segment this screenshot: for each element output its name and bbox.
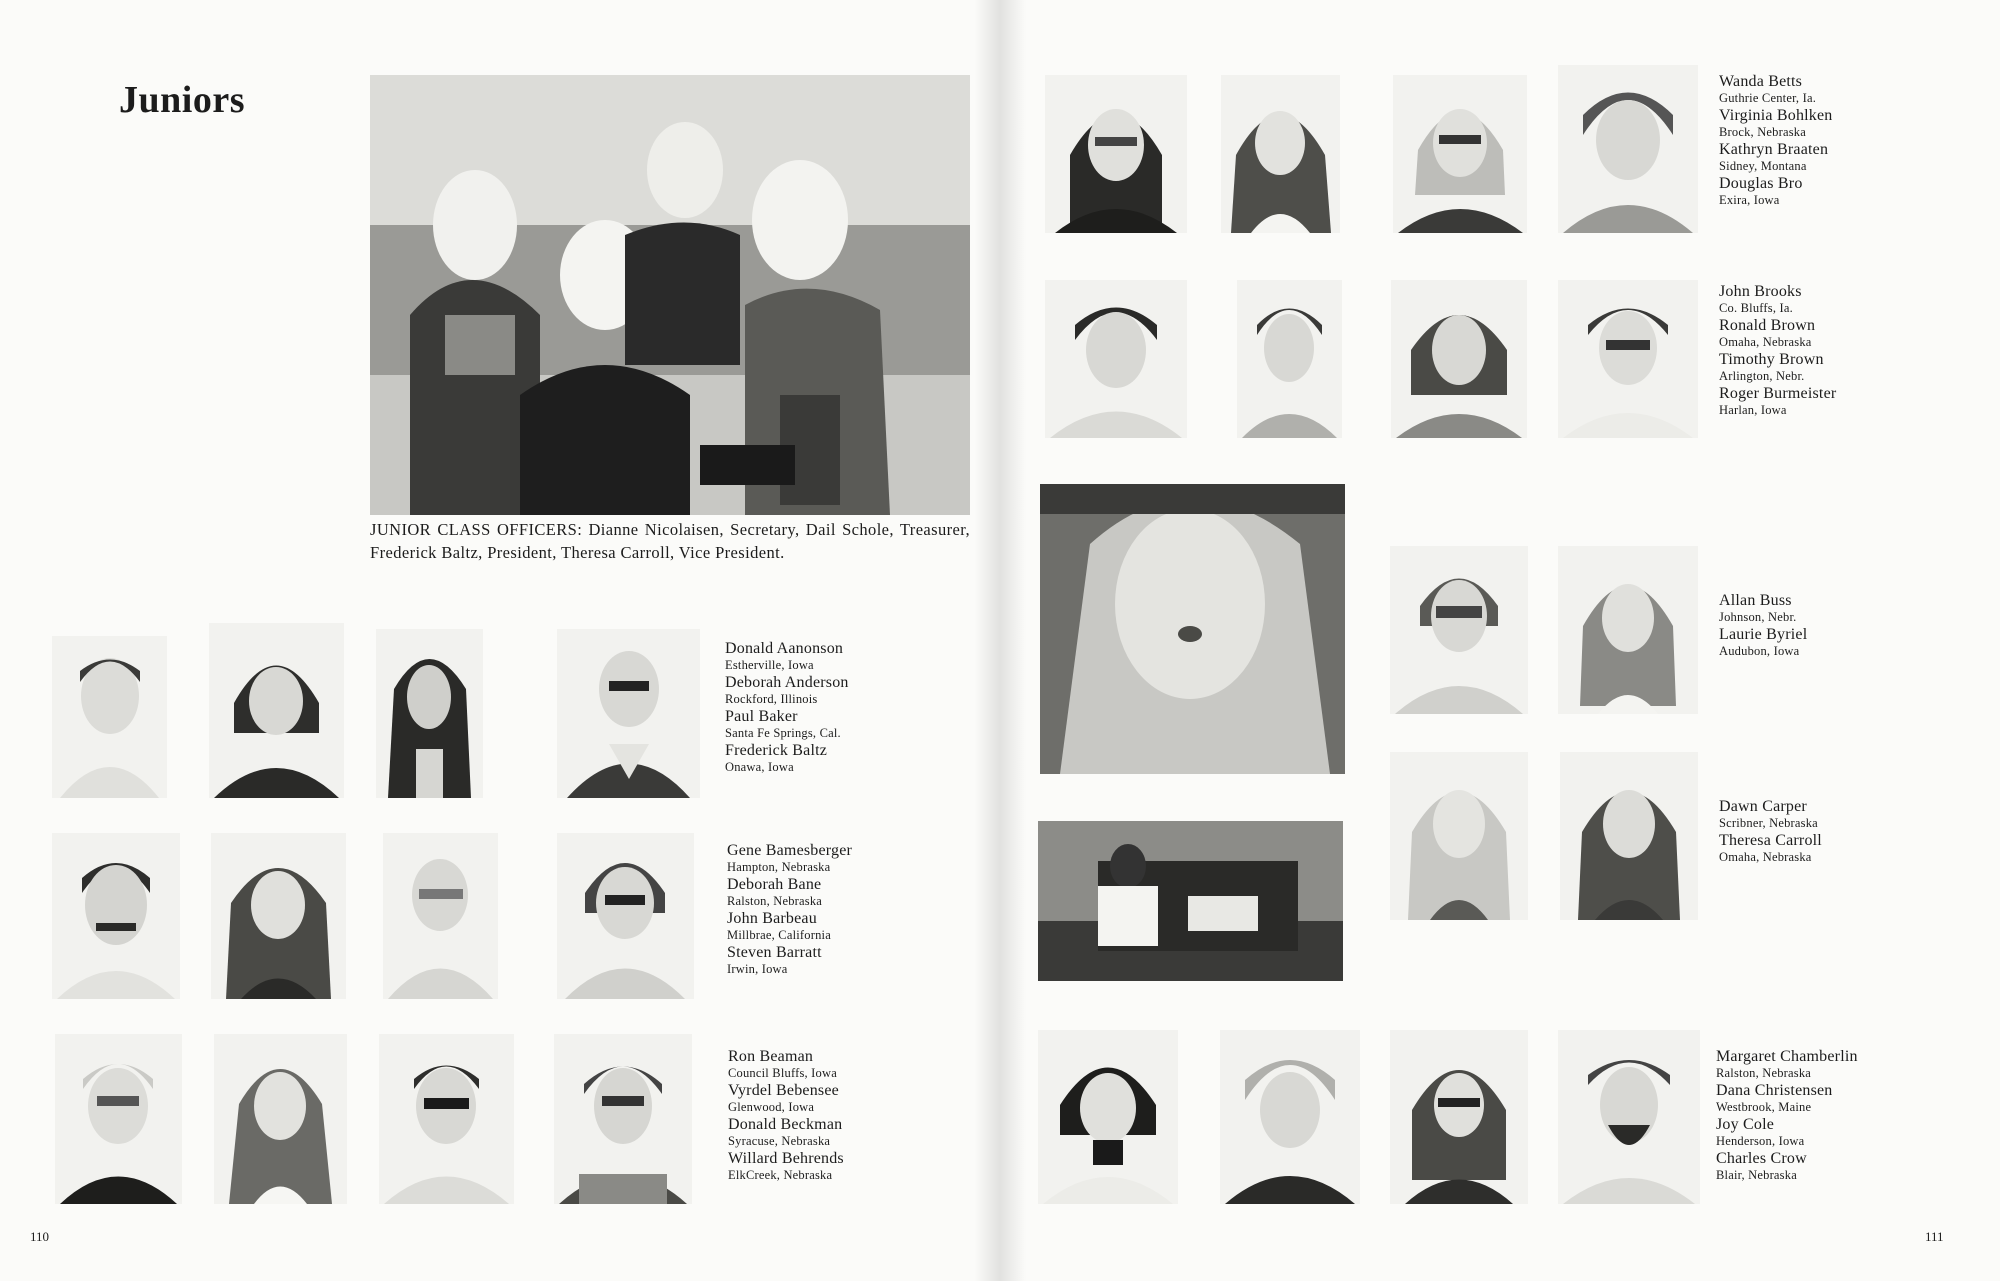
student-hometown: ElkCreek, Nebraska [728,1168,833,1182]
student-hometown: Irwin, Iowa [727,962,788,976]
portrait-photo [1220,1030,1360,1204]
portrait-photo [1237,280,1342,438]
student-hometown: Westbrook, Maine [1716,1100,1812,1114]
student-name: John Brooks [1719,283,1802,300]
portrait-photo [1390,752,1528,920]
student-hometown: Council Bluffs, Iowa [728,1066,837,1080]
student-hometown: Ralston, Nebraska [1716,1066,1812,1080]
portrait-photo [1558,65,1698,233]
student-hometown: Audubon, Iowa [1719,644,1800,658]
portrait-photo [557,833,694,999]
student-hometown: Harlan, Iowa [1719,403,1787,417]
student-name: Wanda Betts [1719,73,1803,90]
names-block [728,1048,844,1184]
names-block [1719,592,1807,660]
student-hometown: Estherville, Iowa [725,658,814,672]
student-hometown: Blair, Nebraska [1716,1168,1797,1182]
student-hometown: Omaha, Nebraska [1719,850,1812,864]
class-officers-caption: JUNIOR CLASS OFFICERS: Dianne Nicolaisen, Secretary, Dail Schole, Treasurer, Frederick Baltz, President, Theresa Carroll, Vice President. [370,520,970,562]
student-name: Ron Beaman [728,1048,814,1065]
student-name: John Barbeau [727,910,817,927]
student-name: Joy Cole [1716,1116,1775,1133]
names-block [1719,73,1833,209]
portrait-photo [55,1034,182,1204]
student-hometown: Arlington, Nebr. [1719,369,1805,383]
student-hometown: Brock, Nebraska [1719,125,1806,139]
student-name: Douglas Bro [1719,175,1803,192]
student-hometown: Onawa, Iowa [725,760,794,774]
names-block [1719,798,1822,866]
portrait-photo [376,629,483,798]
class-officers-photo [370,75,970,515]
student-name: Vyrdel Bebensee [728,1082,839,1099]
student-hometown: Scribner, Nebraska [1719,816,1818,830]
student-name: Roger Burmeister [1719,385,1837,402]
portrait-photo [1558,280,1698,438]
student-name: Deborah Anderson [725,674,849,691]
student-name: Steven Barratt [727,944,822,961]
portrait-photo [1221,75,1340,233]
candid-photo [1038,821,1343,981]
portrait-photo [209,623,344,798]
portrait-photo [1558,1030,1700,1204]
student-hometown: Exira, Iowa [1719,193,1780,207]
student-name: Willard Behrends [728,1150,844,1167]
student-name: Timothy Brown [1719,351,1824,368]
portrait-photo [1390,1030,1528,1204]
student-name: Ronald Brown [1719,317,1816,334]
right-page [1000,0,2000,1281]
student-name: Margaret Chamberlin [1716,1048,1858,1065]
student-name: Kathryn Braaten [1719,141,1829,158]
portrait-photo [379,1034,514,1204]
portrait-photo [214,1034,347,1204]
portrait-photo [1390,546,1528,714]
gutter-shadow [1000,0,1026,1281]
student-hometown: Rockford, Illinois [725,692,818,706]
student-hometown: Santa Fe Springs, Cal. [725,726,841,740]
student-hometown: Johnson, Nebr. [1719,610,1797,624]
portrait-photo [1045,280,1187,438]
candid-photo [1040,484,1345,774]
names-block [1716,1048,1858,1184]
student-hometown: Co. Bluffs, Ia. [1719,301,1793,315]
student-name: Donald Beckman [728,1116,843,1133]
student-hometown: Omaha, Nebraska [1719,335,1812,349]
names-block [725,640,849,776]
student-hometown: Guthrie Center, Ia. [1719,91,1817,105]
page-title: Juniors [119,79,245,121]
portrait-photo [211,833,346,999]
names-block [727,842,852,978]
student-name: Deborah Bane [727,876,822,893]
student-name: Charles Crow [1716,1150,1807,1167]
student-name: Virginia Bohlken [1719,107,1833,124]
portrait-photo [554,1034,692,1204]
student-hometown: Ralston, Nebraska [727,894,823,908]
student-name: Gene Bamesberger [727,842,853,859]
portrait-photo [1393,75,1527,233]
student-name: Frederick Baltz [725,742,828,759]
student-name: Dawn Carper [1719,798,1807,815]
student-hometown: Hampton, Nebraska [727,860,831,874]
names-block [1719,283,1836,419]
portrait-photo [1045,75,1187,233]
student-hometown: Millbrae, California [727,928,831,942]
portrait-photo [383,833,498,999]
student-hometown: Sidney, Montana [1719,159,1807,173]
portrait-photo [1038,1030,1178,1204]
portrait-photo [1391,280,1527,438]
portrait-photo [557,629,700,798]
student-hometown: Henderson, Iowa [1716,1134,1805,1148]
student-name: Theresa Carroll [1719,832,1822,849]
student-hometown: Syracuse, Nebraska [728,1134,831,1148]
portrait-photo [52,636,167,798]
page-number: 110 [30,1229,50,1244]
student-name: Donald Aanonson [725,640,844,657]
student-name: Allan Buss [1719,592,1792,609]
page-number: 111 [1925,1229,1944,1244]
portrait-photo [52,833,180,999]
gutter-shadow [974,0,1000,1281]
student-name: Paul Baker [725,708,798,725]
portrait-photo [1558,546,1698,714]
student-name: Laurie Byriel [1719,626,1808,643]
student-name: Dana Christensen [1716,1082,1833,1099]
student-hometown: Glenwood, Iowa [728,1100,815,1114]
portrait-photo [1560,752,1698,920]
